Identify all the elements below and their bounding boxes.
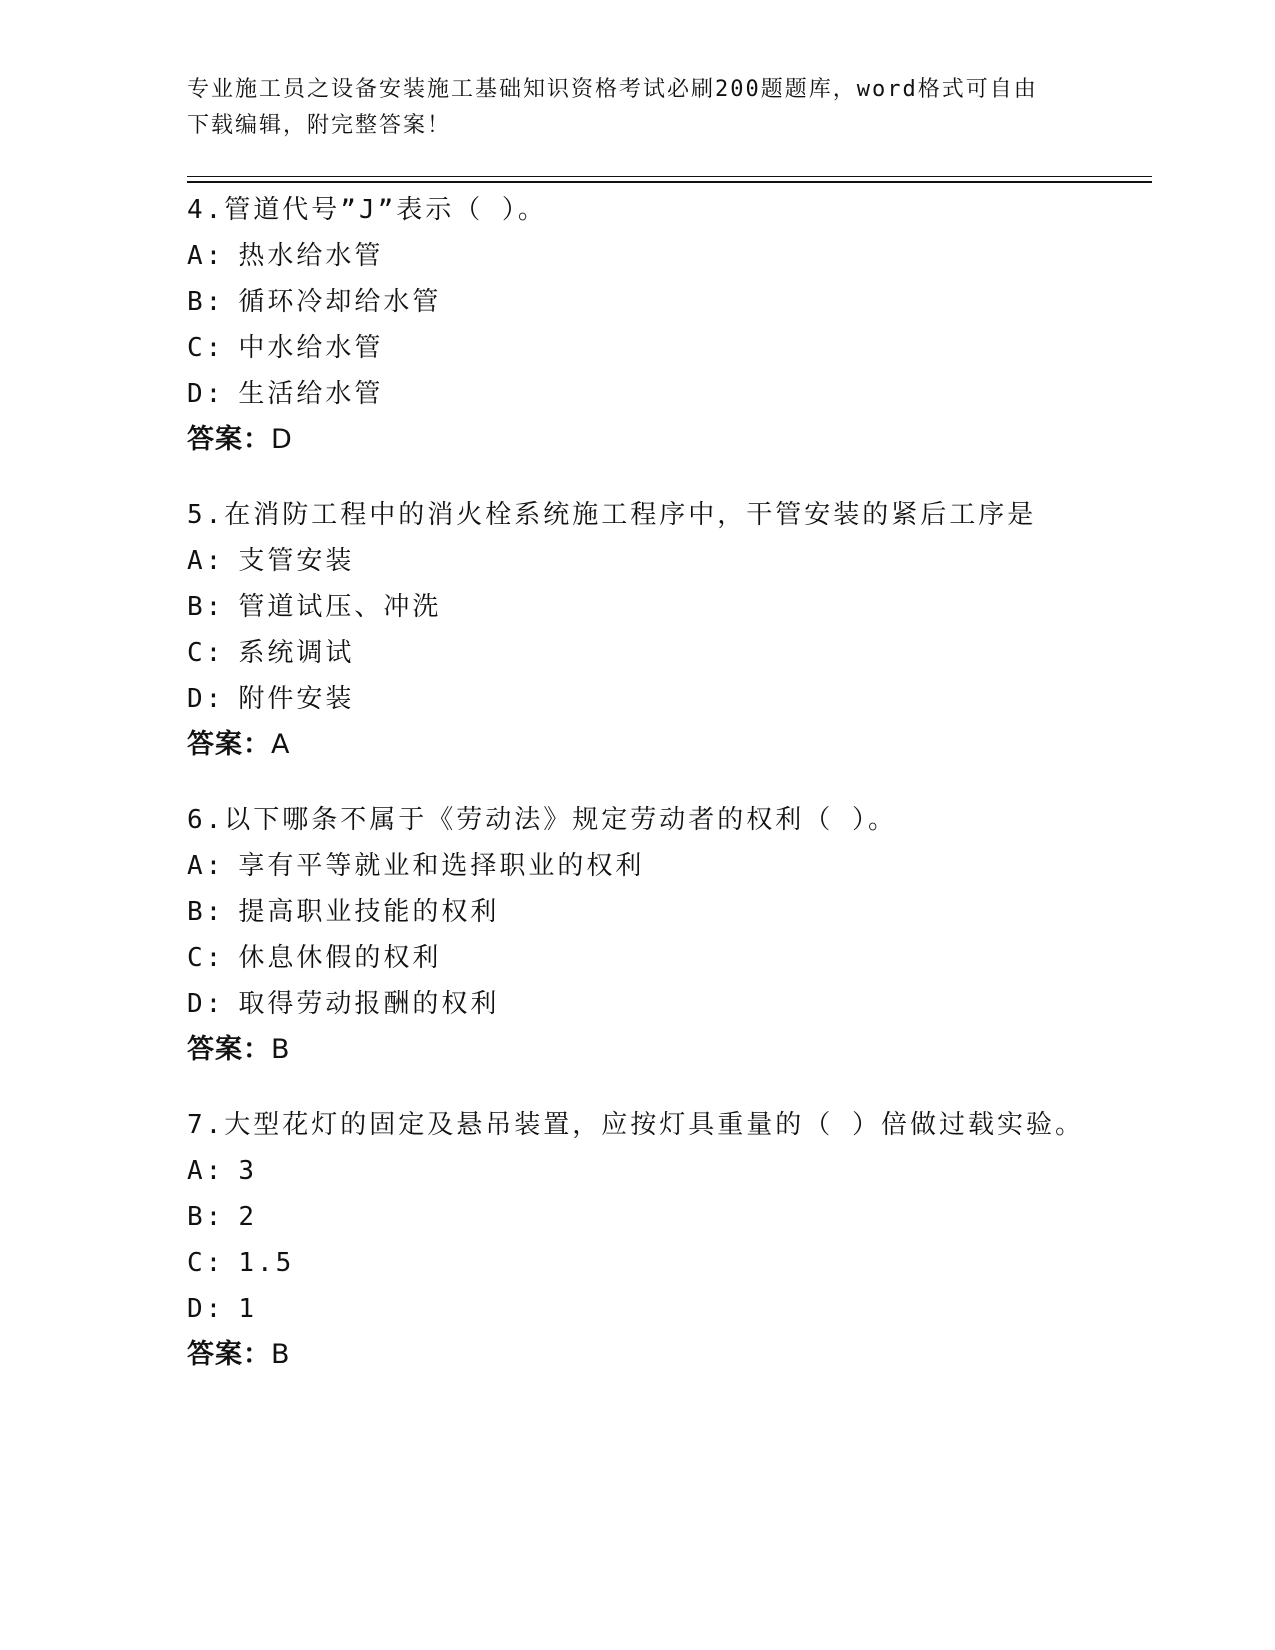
- option-b: [187, 584, 1147, 630]
- option-letter: D:: [187, 379, 225, 409]
- option-letter: A:: [187, 851, 225, 881]
- option-letter: D:: [187, 1294, 225, 1324]
- answer-line: [187, 722, 1147, 768]
- header-divider-thin: [187, 176, 1152, 177]
- answer-label: 答案：: [187, 424, 271, 455]
- option-letter: B:: [187, 592, 225, 622]
- option-text: 循环冷却给水管: [238, 287, 442, 317]
- option-letter: C:: [187, 638, 225, 668]
- option-letter: D:: [187, 989, 225, 1019]
- option-text: 系统调试: [238, 638, 355, 668]
- option-text: 1.5: [238, 1248, 295, 1278]
- document-header: [187, 72, 1067, 144]
- question-block: [187, 1102, 1147, 1378]
- question-stem: 4.管道代号”J”表示（ ）。: [187, 195, 547, 225]
- option-text: 休息休假的权利: [238, 943, 442, 973]
- option-text: 取得劳动报酬的权利: [238, 989, 500, 1019]
- answer-line: [187, 1027, 1147, 1073]
- option-letter: B:: [187, 1202, 225, 1232]
- option-d: [187, 1286, 1147, 1332]
- option-letter: C:: [187, 1248, 225, 1278]
- option-c: [187, 630, 1147, 676]
- option-text: 支管安装: [238, 546, 355, 576]
- option-c: [187, 1240, 1147, 1286]
- option-letter: D:: [187, 684, 225, 714]
- option-d: [187, 981, 1147, 1027]
- option-letter: B:: [187, 897, 225, 927]
- option-b: [187, 889, 1147, 935]
- option-text: 附件安装: [238, 684, 355, 714]
- option-text: 1: [238, 1294, 257, 1324]
- answer-value: B: [271, 1339, 291, 1370]
- option-b: [187, 279, 1147, 325]
- option-b: [187, 1194, 1147, 1240]
- answer-label: 答案：: [187, 1034, 271, 1065]
- option-text: 享有平等就业和选择职业的权利: [238, 851, 645, 881]
- question-stem: 7.大型花灯的固定及悬吊装置，应按灯具重量的（ ）倍做过载实验。: [187, 1110, 1084, 1140]
- answer-label: 答案：: [187, 1339, 271, 1370]
- option-letter: C:: [187, 943, 225, 973]
- option-c: [187, 935, 1147, 981]
- question-block: [187, 187, 1147, 463]
- header-line-2: 下载编辑，附完整答案！: [187, 113, 452, 138]
- option-a: [187, 538, 1147, 584]
- answer-value: B: [271, 1034, 291, 1065]
- option-text: 提高职业技能的权利: [238, 897, 500, 927]
- answer-value: D: [271, 424, 293, 455]
- option-text: 热水给水管: [238, 241, 384, 271]
- option-letter: A:: [187, 546, 225, 576]
- question-block: [187, 797, 1147, 1073]
- option-text: 3: [238, 1156, 257, 1186]
- option-letter: A:: [187, 241, 225, 271]
- option-text: 管道试压、冲洗: [238, 592, 442, 622]
- answer-line: [187, 417, 1147, 463]
- question-stem: 6.以下哪条不属于《劳动法》规定劳动者的权利（ ）。: [187, 805, 897, 835]
- header-line-1: 专业施工员之设备安装施工基础知识资格考试必刷200题题库，word格式可自由: [187, 77, 1038, 102]
- option-c: [187, 325, 1147, 371]
- option-text: 2: [238, 1202, 257, 1232]
- option-text: 中水给水管: [238, 333, 384, 363]
- question-block: [187, 492, 1147, 768]
- answer-line: [187, 1332, 1147, 1378]
- option-d: [187, 371, 1147, 417]
- option-a: [187, 843, 1147, 889]
- option-a: [187, 233, 1147, 279]
- option-a: [187, 1148, 1147, 1194]
- option-letter: C:: [187, 333, 225, 363]
- header-divider-thick: [187, 181, 1152, 183]
- question-stem: 5.在消防工程中的消火栓系统施工程序中，干管安装的紧后工序是: [187, 500, 1037, 530]
- option-letter: A:: [187, 1156, 225, 1186]
- option-d: [187, 676, 1147, 722]
- option-letter: B:: [187, 287, 225, 317]
- answer-value: A: [271, 729, 291, 760]
- answer-label: 答案：: [187, 729, 271, 760]
- option-text: 生活给水管: [238, 379, 384, 409]
